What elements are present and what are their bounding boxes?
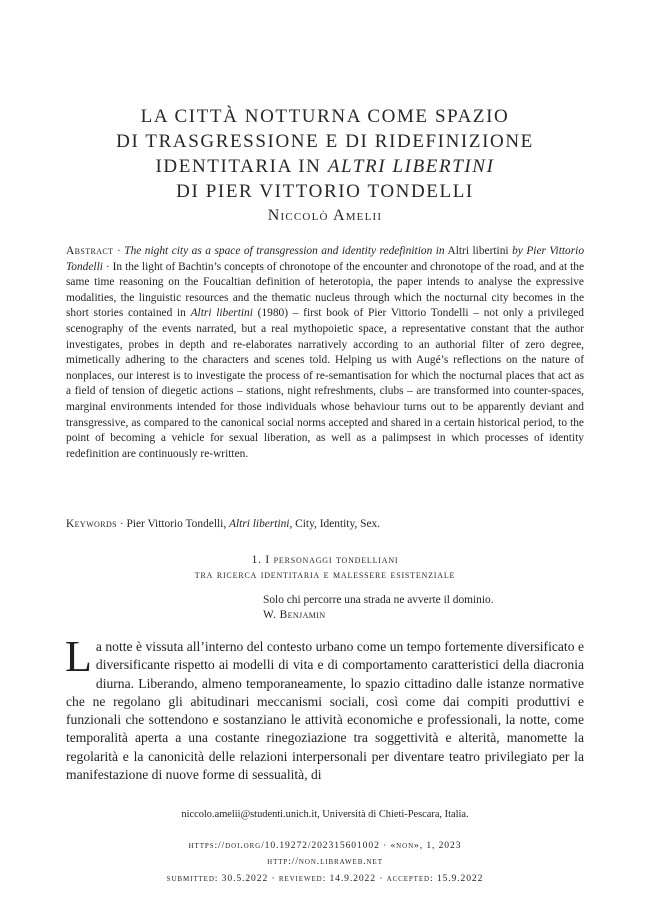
- abstract: [66, 244, 584, 462]
- keywords: [66, 517, 584, 532]
- abstract-by-author: by Pier Vittorio Tondelli: [66, 245, 585, 273]
- author-name: Niccolò Amelii: [267, 207, 383, 224]
- keywords-separator: ·: [119, 518, 124, 530]
- abstract-separator-2: ·: [105, 260, 110, 273]
- epigraph: [263, 593, 593, 623]
- title-work-italic: ALTRI LIBERTINI: [327, 156, 495, 177]
- epigraph-quote: Solo chi percorre una strada ne avverte il dominio.: [263, 594, 494, 606]
- dates-line: submitted: 30.5.2022 · reviewed: 14.9.2022 · accepted: 15.9.2022: [166, 873, 484, 884]
- abstract-english-title: The night city as a space of transgression and identity redefinition in: [124, 245, 445, 257]
- abstract-text-1: In the light of Bachtin’s concepts of chronotope of the encounter and chronotope of the road, and at the same time reasoning on the Foucaltian definition of heterotopia, the paper intends to analyse the expressive modalities, the linguistic resources and the thematic nucleus through which the nocturnal city becomes in the short stories contained in: [66, 260, 584, 320]
- drop-cap: L: [65, 632, 92, 681]
- doi-line: https://doi.org/10.19272/202315601002 · «non», 1, 2023: [188, 840, 462, 851]
- body-text: [65, 632, 584, 783]
- title-line-1: LA CITTÀ NOTTURNA COME SPAZIO: [140, 106, 510, 127]
- epigraph-author: W. Benjamin: [263, 609, 326, 621]
- abstract-text-2: (1980) – first book of Pier Vittorio Tondelli – not only a privileged scenography of the events narrated, but a real mythopoietic space, a representative constant that the author investigates, probes in depth and re-elaborates narratively according to an authorial filter of zero degree, mimetically adhering to the characters and scenes told. Helping us with Augé’s reflections on the nature of nonplaces, our interest is to investigate the process of re-semantisation for which the nocturnal places that act as a field of tension of diegetic actions – stations, night refreshments, clubs – are transformed into counter-spaces, marginal environments intended for those individuals whose behaviour turns out to be apparently deviant and transgressive, as compared to the canonical social norms accepted and shared in a certain historical period, to the point of becoming a vehicle for sexual liberation, as well as a palimpsest in which processes of identity redefinition are continuously re-written.: [66, 307, 584, 460]
- abstract-work-title: Altri libertini: [447, 245, 509, 257]
- section-heading: [66, 553, 584, 583]
- abstract-label: Abstract: [66, 245, 114, 257]
- abstract-separator: ·: [116, 245, 121, 257]
- title-line-3-text: IDENTITARIA IN: [155, 156, 322, 177]
- keywords-before: Pier Vittorio Tondelli,: [126, 518, 227, 530]
- keywords-label: Keywords: [66, 518, 117, 530]
- title-line-3: [60, 154, 590, 179]
- body-paragraph: [65, 632, 584, 784]
- article-title: [60, 104, 590, 204]
- section-heading-line-2: tra ricerca identitaria e malessere esistenziale: [194, 569, 456, 581]
- url-line: http://non.libraweb.net: [267, 856, 383, 867]
- body-text-content: a notte è vissuta all’interno del contesto urbano come un tempo fortemente diversificato e diversificante rispetto ai modelli di vita e di comportamento caratteristici della diacronia diurna. Liberando, almeno temporaneamente, lo spazio cittadino dalle istanze normative che ne regolano gli abitudinari meccanismi sociali, così come dai compiti produttivi e funzionali che sottendono e sostanziano le attività economiche e professionali, la notte, come temporalità aperta a una costante rinegoziazione tra soggettività e alterità, manomette la regolarità e la canonicità delle relazioni interpersonali per diventare teatro privilegiato per la manifestazione di nuove forme di sessualità, di: [66, 639, 584, 783]
- title-line-2: DI TRASGRESSIONE E DI RIDEFINIZIONE: [116, 131, 534, 152]
- keywords-italic: Altri libertini: [229, 518, 290, 530]
- title-line-4: DI PIER VITTORIO TONDELLI: [176, 181, 474, 202]
- section-heading-line-1: 1. I personaggi tondelliani: [251, 554, 399, 566]
- author-footnote: niccolo.amelii@studenti.unich.it, Università di Chieti-Pescara, Italia.: [181, 809, 469, 820]
- keywords-after: , City, Identity, Sex.: [289, 518, 381, 530]
- abstract-work-italic: Altri libertini: [190, 307, 253, 320]
